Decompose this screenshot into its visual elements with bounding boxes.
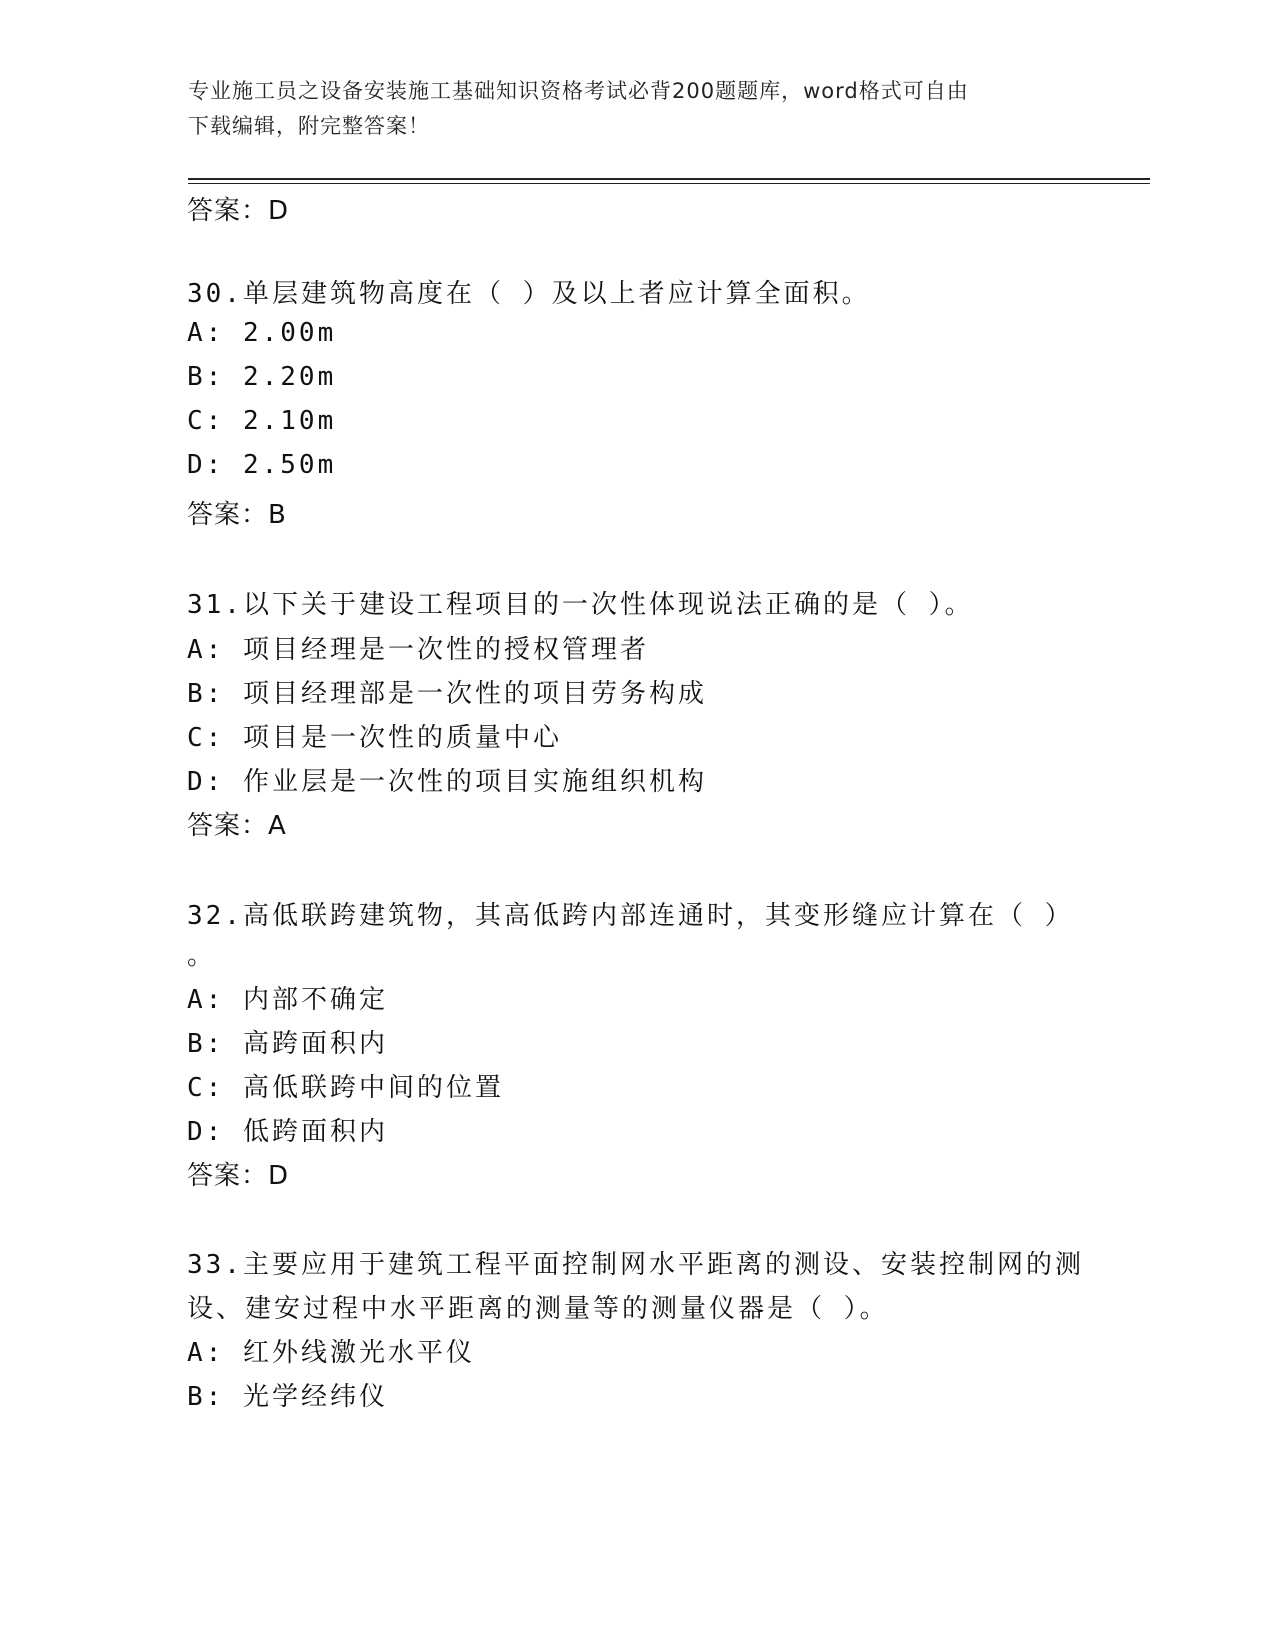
document-header bbox=[188, 74, 1068, 144]
q32-option-c: C: 高低联跨中间的位置 bbox=[187, 1073, 504, 1103]
answer-q31: 答案：A bbox=[187, 811, 287, 841]
q33-option-a: A: 红外线激光水平仪 bbox=[187, 1338, 475, 1368]
question-31-title: 31.以下关于建设工程项目的一次性体现说法正确的是（ ）。 bbox=[187, 590, 974, 620]
answer-q32: 答案：D bbox=[187, 1161, 290, 1191]
q30-option-a: A: 2.00m bbox=[187, 318, 337, 348]
q32-option-a: A: 内部不确定 bbox=[187, 985, 388, 1015]
q31-option-d: D: 作业层是一次性的项目实施组织机构 bbox=[187, 767, 707, 797]
q31-option-c: C: 项目是一次性的质量中心 bbox=[187, 723, 562, 753]
header-line-2: 下载编辑，附完整答案！ bbox=[188, 114, 430, 138]
header-line-1: 专业施工员之设备安装施工基础知识资格考试必背200题题库，word格式可自由 bbox=[188, 79, 969, 103]
answer-q30: 答案：B bbox=[187, 500, 287, 530]
header-rule-thick bbox=[188, 178, 1150, 180]
q30-option-d: D: 2.50m bbox=[187, 450, 337, 480]
question-33-title-line-2: 设、建安过程中水平距离的测量等的测量仪器是（ ）。 bbox=[187, 1294, 889, 1324]
answer-q29: 答案：D bbox=[187, 196, 290, 226]
q31-option-a: A: 项目经理是一次性的授权管理者 bbox=[187, 635, 649, 665]
question-32-title-line-2: 。 bbox=[187, 941, 217, 971]
question-32-title-line-1: 32.高低联跨建筑物，其高低跨内部连通时，其变形缝应计算在（ ） bbox=[187, 901, 1074, 931]
question-30-title: 30.单层建筑物高度在（ ）及以上者应计算全面积。 bbox=[187, 279, 871, 309]
q32-option-b: B: 高跨面积内 bbox=[187, 1029, 388, 1059]
q33-option-b: B: 光学经纬仪 bbox=[187, 1382, 388, 1412]
header-rule-thin bbox=[188, 183, 1150, 184]
q30-option-b: B: 2.20m bbox=[187, 362, 337, 392]
q30-option-c: C: 2.10m bbox=[187, 406, 337, 436]
q32-option-d: D: 低跨面积内 bbox=[187, 1117, 388, 1147]
question-33-title-line-1: 33.主要应用于建筑工程平面控制网水平距离的测设、安装控制网的测 bbox=[187, 1250, 1084, 1280]
q31-option-b: B: 项目经理部是一次性的项目劳务构成 bbox=[187, 679, 707, 709]
